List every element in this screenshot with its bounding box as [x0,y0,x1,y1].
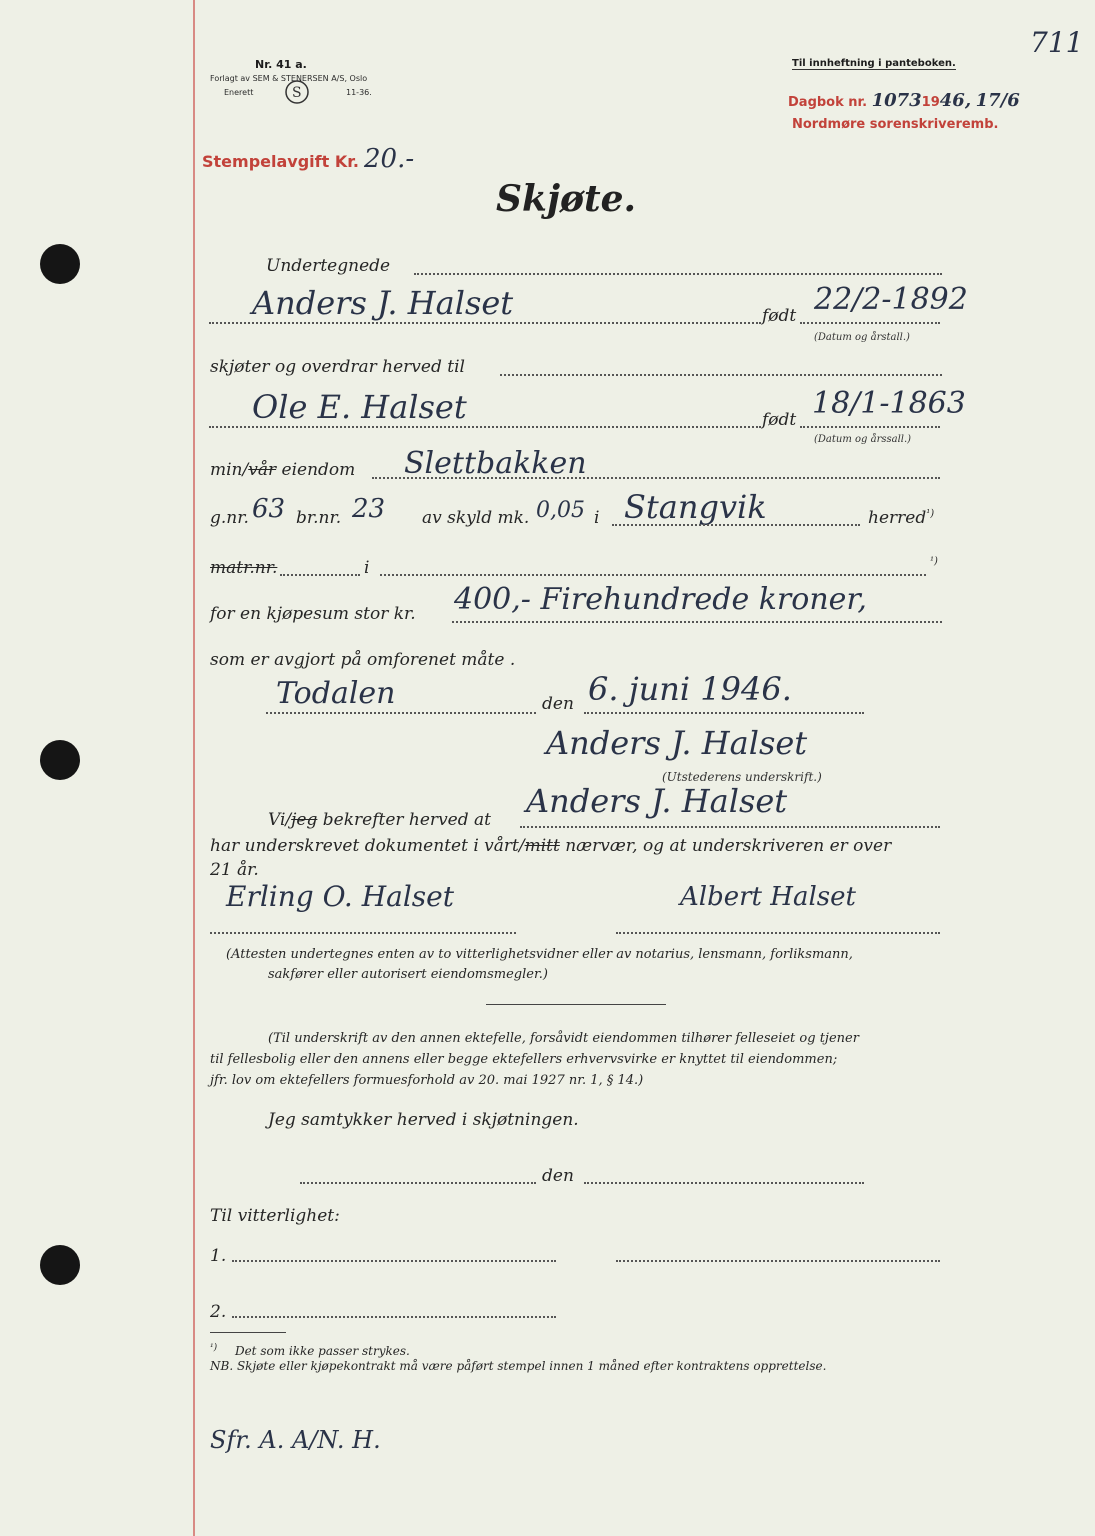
price-value: 400,- Firehundrede kroner, [454,582,867,617]
herred-label: herred$^{^1)}$ [868,508,935,528]
spouse-note-1: (Til underskrift av den annen ektefelle, forsåvidt eiendommen tilhører felleseiet og tjener [268,1031,859,1046]
spouse-note-2: til fellesbolig eller den annens eller begge ektefellers erhvervsvirke er knyttet til eiendommen; [210,1052,838,1067]
deed-date: 6. juni 1946. [588,670,792,708]
confirm-label: Vi/jeg bekrefter herved at [268,810,491,830]
witness-1-number: 1. [210,1246,227,1266]
settled-label: som er avgjort på omforenet måte . [210,650,516,670]
witness-2-number: 2. [210,1302,227,1322]
punch-hole [40,740,80,780]
undersigned-label: Undertegnede [266,256,391,276]
footnote-2: NB. Skjøte eller kjøpekontrakt må være påført stempel innen 1 måned efter kontraktens opprettelse. [210,1359,827,1373]
svg-text:S: S [292,85,302,101]
punch-hole [40,1245,80,1285]
deed-place: Todalen [276,676,396,711]
witness-signature-2: Albert Halset [680,882,856,912]
skyld-value: 0,05 [536,498,585,523]
publisher-logo [285,80,309,104]
issuer-signature: Anders J. Halset [546,724,808,762]
footnote-rule [210,1332,286,1333]
attest-note-1: (Attesten undertegnes enten av to vitterlighetsvidner eller av notarius, lensmann, forliksmann, [226,947,853,962]
bnr-value: 23 [352,494,386,524]
form-number: Nr. 41 a. [255,58,307,71]
form-publisher: Forlagt av SEM & STENERSEN A/S, Oslo [210,74,368,83]
confirm-line-2: har underskrevet dokumentet i vårt/mitt nærvær, og at underskriveren er over [210,836,892,856]
price-label: for en kjøpesum stor kr. [210,604,416,624]
buyer-name: Ole E. Halset [252,388,467,426]
in-label: i [594,508,600,528]
confirm-name: Anders J. Halset [526,782,788,820]
consent-text: Jeg samtykker herved i skjøtningen. [268,1110,579,1130]
property-name: Slettbakken [404,446,587,481]
bnr-label: br.nr. [296,508,342,528]
punch-hole [40,244,80,284]
property-label: min/vår eiendom [210,460,356,480]
matr-label: matr.nr. [210,558,278,578]
den-label-2: den [542,1166,574,1186]
born-label: født [762,306,797,326]
witness-heading: Til vitterlighet: [210,1206,340,1226]
date-caption: (Datum og årstall.) [814,332,910,343]
footnote-1: $^{^1)}$ Det som ikke passer strykes. [210,1343,410,1358]
form-code: 11-36. [346,88,372,97]
seller-name: Anders J. Halset [252,284,514,322]
red-margin-line [193,0,195,1536]
witness-signature-1: Erling O. Halset [226,880,454,913]
matr-footnote-mark: ¹) [930,556,938,567]
registration-note: Til innheftning i panteboken. [792,58,956,69]
page-number: 711 [1030,26,1084,59]
issuer-caption: (Utstederens underskrift.) [662,770,822,784]
transfer-label: skjøter og overdrar herved til [210,357,465,377]
separator [486,1004,666,1005]
municipality: Stangvik [624,488,767,526]
seller-birthdate: 22/2-1892 [814,282,968,317]
gnr-label: g.nr. [210,508,249,528]
den-label: den [542,694,574,714]
spouse-note-3: jfr. lov om ektefellers formuesforhold av 20. mai 1927 nr. 1, § 14.) [210,1073,644,1088]
date-caption-2: (Datum og årssall.) [814,434,912,445]
office-stamp: Nordmøre sorenskriveremb. [792,117,999,132]
bottom-note: Sfr. A. A/N. H. [210,1426,381,1454]
matr-in-label: i [364,558,370,578]
attest-note-2: sakfører eller autorisert eiendomsmegler.) [268,967,548,982]
born-label-2: født [762,410,797,430]
skyld-label: av skyld mk. [422,508,530,528]
journal-stamp: Dagbok nr. 10731946, 17/6 [788,90,1020,111]
stamp-fee: Stempelavgift Kr. 20.- [202,144,415,174]
form-copyright: Enerett [224,88,254,97]
gnr-value: 63 [252,494,286,524]
confirm-line-3: 21 år. [210,860,259,880]
page-title: Skjøte. [496,178,637,220]
buyer-birthdate: 18/1-1863 [812,386,966,421]
